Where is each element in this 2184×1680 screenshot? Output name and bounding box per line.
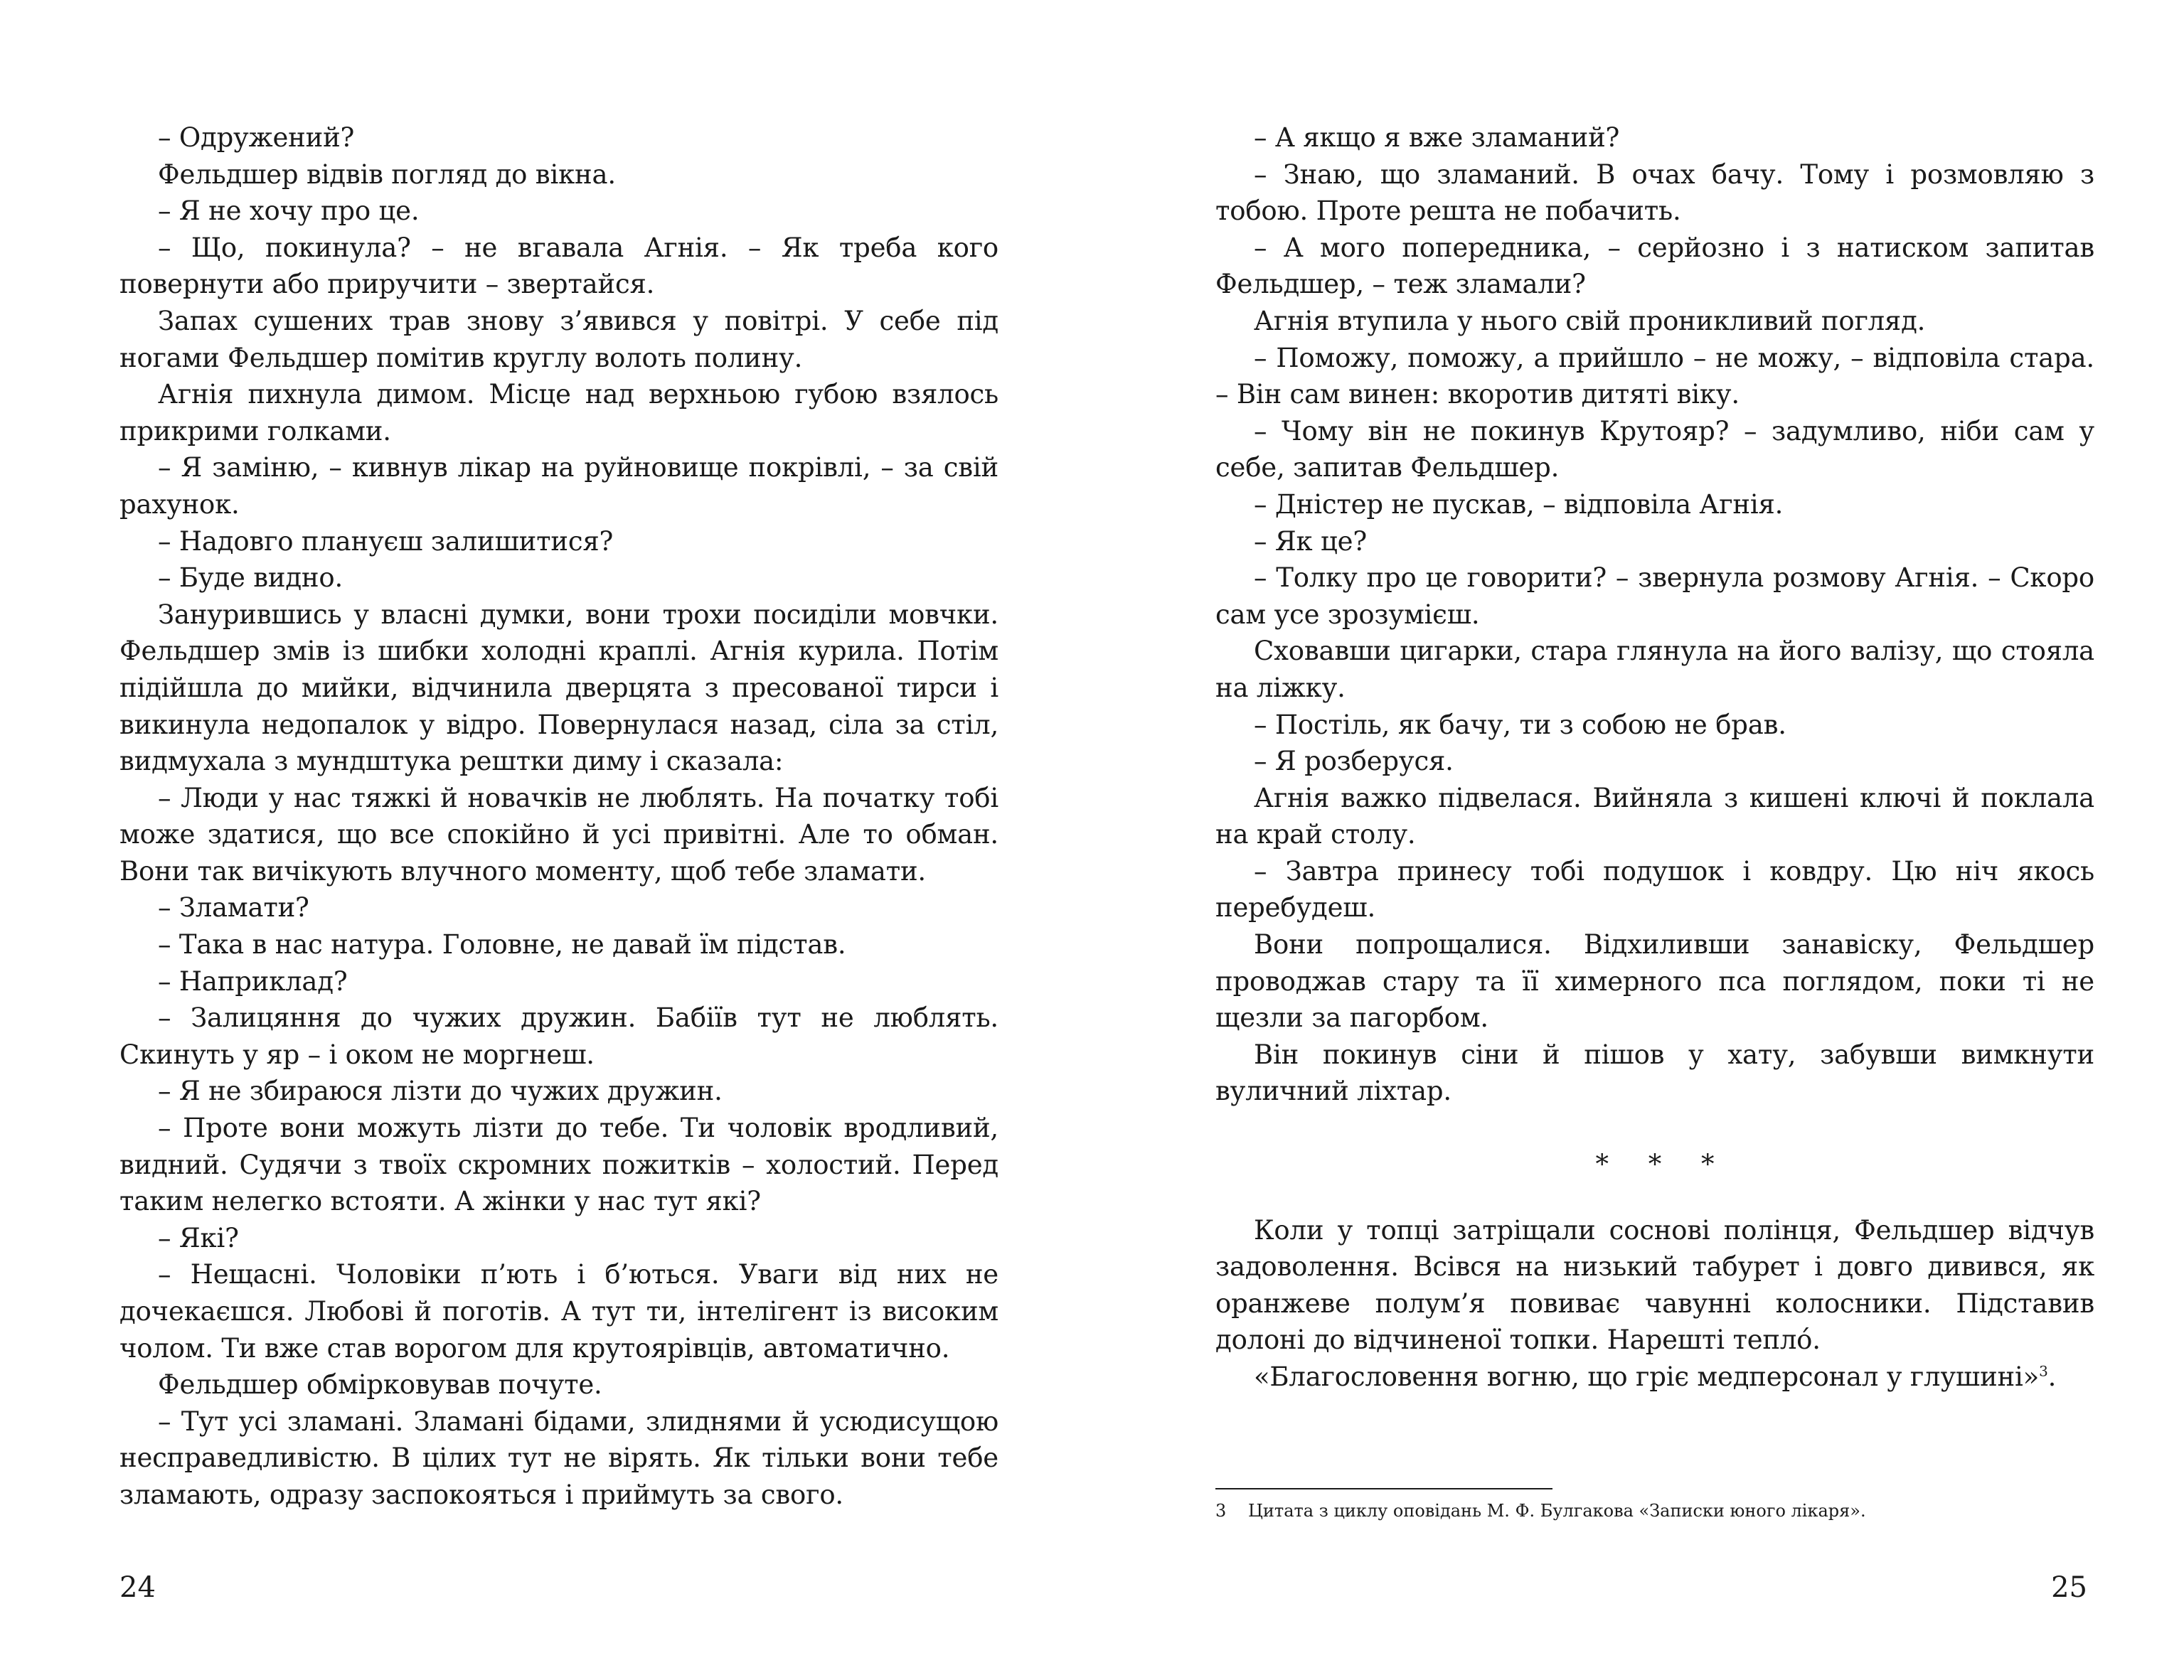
section-separator: * * * (1595, 1149, 1730, 1180)
paragraph: – Одружений? (158, 122, 355, 153)
paragraph: – Залицяння до чужих дружин. Бабіїв тут не люблять. Скинуть у яр – і оком не моргнеш. (119, 1002, 998, 1070)
paragraph: – Така в нас натура. Головне, не давай їм підстав. (158, 929, 846, 961)
paragraph: – Наприклад? (158, 965, 348, 997)
left-page-text (119, 119, 998, 1514)
paragraph: – Завтра принесу тобі подушок і ковдру. Цю ніч якось перебудеш. (1215, 855, 2094, 924)
paragraph: – А якщо я вже зламаний? (1254, 122, 1620, 153)
paragraph: Фельдшер відвів погляд до вікна. (158, 159, 616, 190)
paragraph: – Які? (158, 1222, 239, 1253)
paragraph: – Толку про це говорити? – звернула розмову Агнія. – Скоро сам усе зрозумієш. (1215, 562, 2094, 630)
paragraph: Занурившись у власні думки, вони трохи посиділи мовчки. Фельдшер змів із шибки холодні краплі. Агнія курила. Потім підійшла до мийки, відчинила дверцята з пресованої тирси і викинула недопалок у відро. Повернулася назад, сіла за стіл, видмухала з мундштука рештки диму і сказала: (119, 599, 998, 777)
paragraph: – Я розберуся. (1254, 746, 1454, 777)
paragraph: – Тут усі зламані. Зламані бідами, злиднями й усюдисущою несправедливістю. В цілих тут не вірять. Як тільки вони тебе зламають, одразу заспокояться і приймуть за свого. (119, 1406, 998, 1510)
paragraph: – Я заміню, – кивнув лікар на руйновище покрівлі, – за свій рахунок. (119, 452, 998, 520)
paragraph: «Благословення вогню, що гріє медперсонал у глушині»$^3$. (1254, 1361, 2057, 1392)
paragraph: – Надовго плануєш залишитися? (158, 525, 614, 557)
right-page-text (1215, 119, 2094, 1396)
paragraph: – Дністер не пускав, – відповіла Агнія. (1254, 488, 1784, 520)
paragraph: Вони попрощалися. Відхиливши занавіску, Фельдшер проводжав стару та її химерного пса поглядом, поки ті не щезли за пагорбом. (1215, 929, 2094, 1034)
paragraph: – Чому він не покинув Крутояр? – задумливо, ніби сам у себе, запитав Фельдшер. (1215, 415, 2094, 483)
paragraph: – Поможу, поможу, а прийшло – не можу, – відповіла стара. – Він сам винен: вкоротив дитяті віку. (1215, 342, 2094, 410)
paragraph: – Постіль, як бачу, ти з собою не брав. (1254, 709, 1786, 740)
right-page (1092, 0, 2184, 1680)
footnote-reference[interactable]: 3 (2039, 1362, 2048, 1380)
paragraph: – А мого попередника, – серйозно і з натиском запитав Фельдшер, – теж зламали? (1215, 232, 2094, 300)
paragraph: Коли у топці затріщали соснові полінця, Фельдшер відчув задоволення. Всівся на низький табурет і довго дивився, як оранжеве полум’я повиває чавунні колосники. Підставив долоні до відчиненої топки. Нарешті тепло́. (1215, 1214, 2094, 1356)
paragraph: Агнія важко підвелася. Вийняла з кишені ключі й поклала на край столу. (1215, 782, 2094, 850)
paragraph: Агнія втупила у нього свій проникливий погляд. (1254, 305, 1926, 336)
paragraph: – Нещасні. Чоловіки п’ють і б’ються. Уваги від них не дочекаєшся. Любові й поготів. А тут ти, інтелігент із високим чолом. Ти вже став ворогом для крутоярівців, автоматично. (119, 1259, 998, 1364)
paragraph: – Буде видно. (158, 562, 343, 594)
paragraph: Сховавши цигарки, стара глянула на його валізу, що стояла на ліжку. (1215, 636, 2094, 703)
page-number: 25 (2051, 1571, 2087, 1604)
paragraph: – Як це? (1254, 525, 1367, 557)
paragraph: Запах сушених трав знову з’явився у повітрі. У себе під ногами Фельдшер помітив круглу волоть полину. (119, 305, 998, 373)
paragraph: – Знаю, що зламаний. В очах бачу. Тому і розмовляю з тобою. Проте решта не побачить. (1215, 159, 2094, 227)
paragraph: Агнія пихнула димом. Місце над верхньою губою взялось прикрими голками. (119, 379, 998, 446)
footnote-divider (1215, 1488, 1552, 1489)
paragraph: – Я не хочу про це. (158, 196, 420, 227)
paragraph: – Проте вони можуть лізти до тебе. Ти чоловік вродливий, видний. Судячи з твоїх скромних пожитків – холостий. Перед таким нелегко встояти. А жінки у нас тут які? (119, 1113, 998, 1217)
footnote-text: Цитата з циклу оповідань М. Ф. Булгакова «Записки юного лікаря». (1248, 1501, 1866, 1521)
footnote (1215, 1499, 2097, 1523)
footnote-number: 3 (1215, 1501, 1227, 1521)
paragraph: Фельдшер обмірковував почуте. (158, 1369, 602, 1401)
paragraph: – Я не збираюся лізти до чужих дружин. (158, 1076, 723, 1107)
paragraph: – Люди у нас тяжкі й новачків не люблять. На початку тобі може здатися, що все спокійно й усі привітні. Але то обман. Вони так вичікують влучного моменту, щоб тебе зламати. (119, 782, 998, 887)
paragraph: – Що, покинула? – не вгавала Агнія. – Як треба кого повернути або приручити – звертайся. (119, 232, 998, 300)
paragraph: – Зламати? (158, 892, 309, 924)
page-number: 24 (119, 1571, 156, 1604)
quote-text: «Благословення вогню, що гріє медперсонал у глушині» (1254, 1361, 2040, 1392)
paragraph: Він покинув сіни й пішов у хату, забувши вимкнути вуличний ліхтар. (1215, 1039, 2094, 1107)
